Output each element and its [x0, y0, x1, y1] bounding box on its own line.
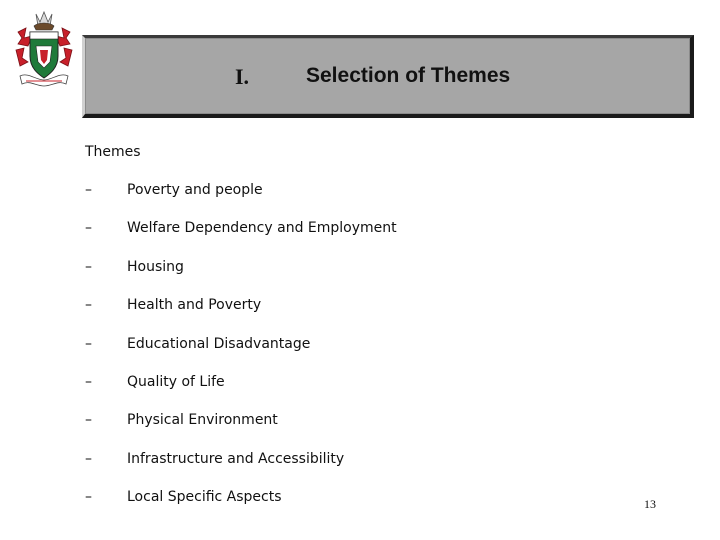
theme-label: Quality of Life	[127, 373, 225, 390]
bullet-dash: –	[85, 373, 92, 390]
theme-label: Local Specific Aspects	[127, 489, 282, 506]
theme-label: Infrastructure and Accessibility	[127, 450, 345, 467]
bullet-dash: –	[85, 258, 92, 275]
theme-label: Housing	[127, 258, 184, 275]
section-heading: Themes	[85, 144, 141, 160]
bullet-dash: –	[85, 335, 92, 352]
theme-label: Poverty and people	[127, 182, 263, 198]
theme-label: Welfare Dependency and Employment	[127, 220, 397, 237]
bullet-dash: –	[85, 450, 92, 467]
title-numeral: I.	[235, 64, 250, 89]
bullet-dash: –	[85, 182, 92, 198]
bullet-dash: –	[85, 220, 92, 237]
theme-label: Educational Disadvantage	[127, 335, 311, 352]
bullet-dash: –	[85, 489, 92, 506]
title-banner	[82, 35, 694, 118]
theme-label: Health and Poverty	[127, 297, 262, 314]
bullet-dash: –	[85, 297, 92, 314]
slide-title: Selection of Themes	[306, 64, 511, 87]
theme-label: Physical Environment	[127, 412, 278, 429]
coat-of-arms-logo	[12, 10, 76, 88]
bullet-dash: –	[85, 412, 92, 429]
page-number: 13	[644, 497, 656, 511]
